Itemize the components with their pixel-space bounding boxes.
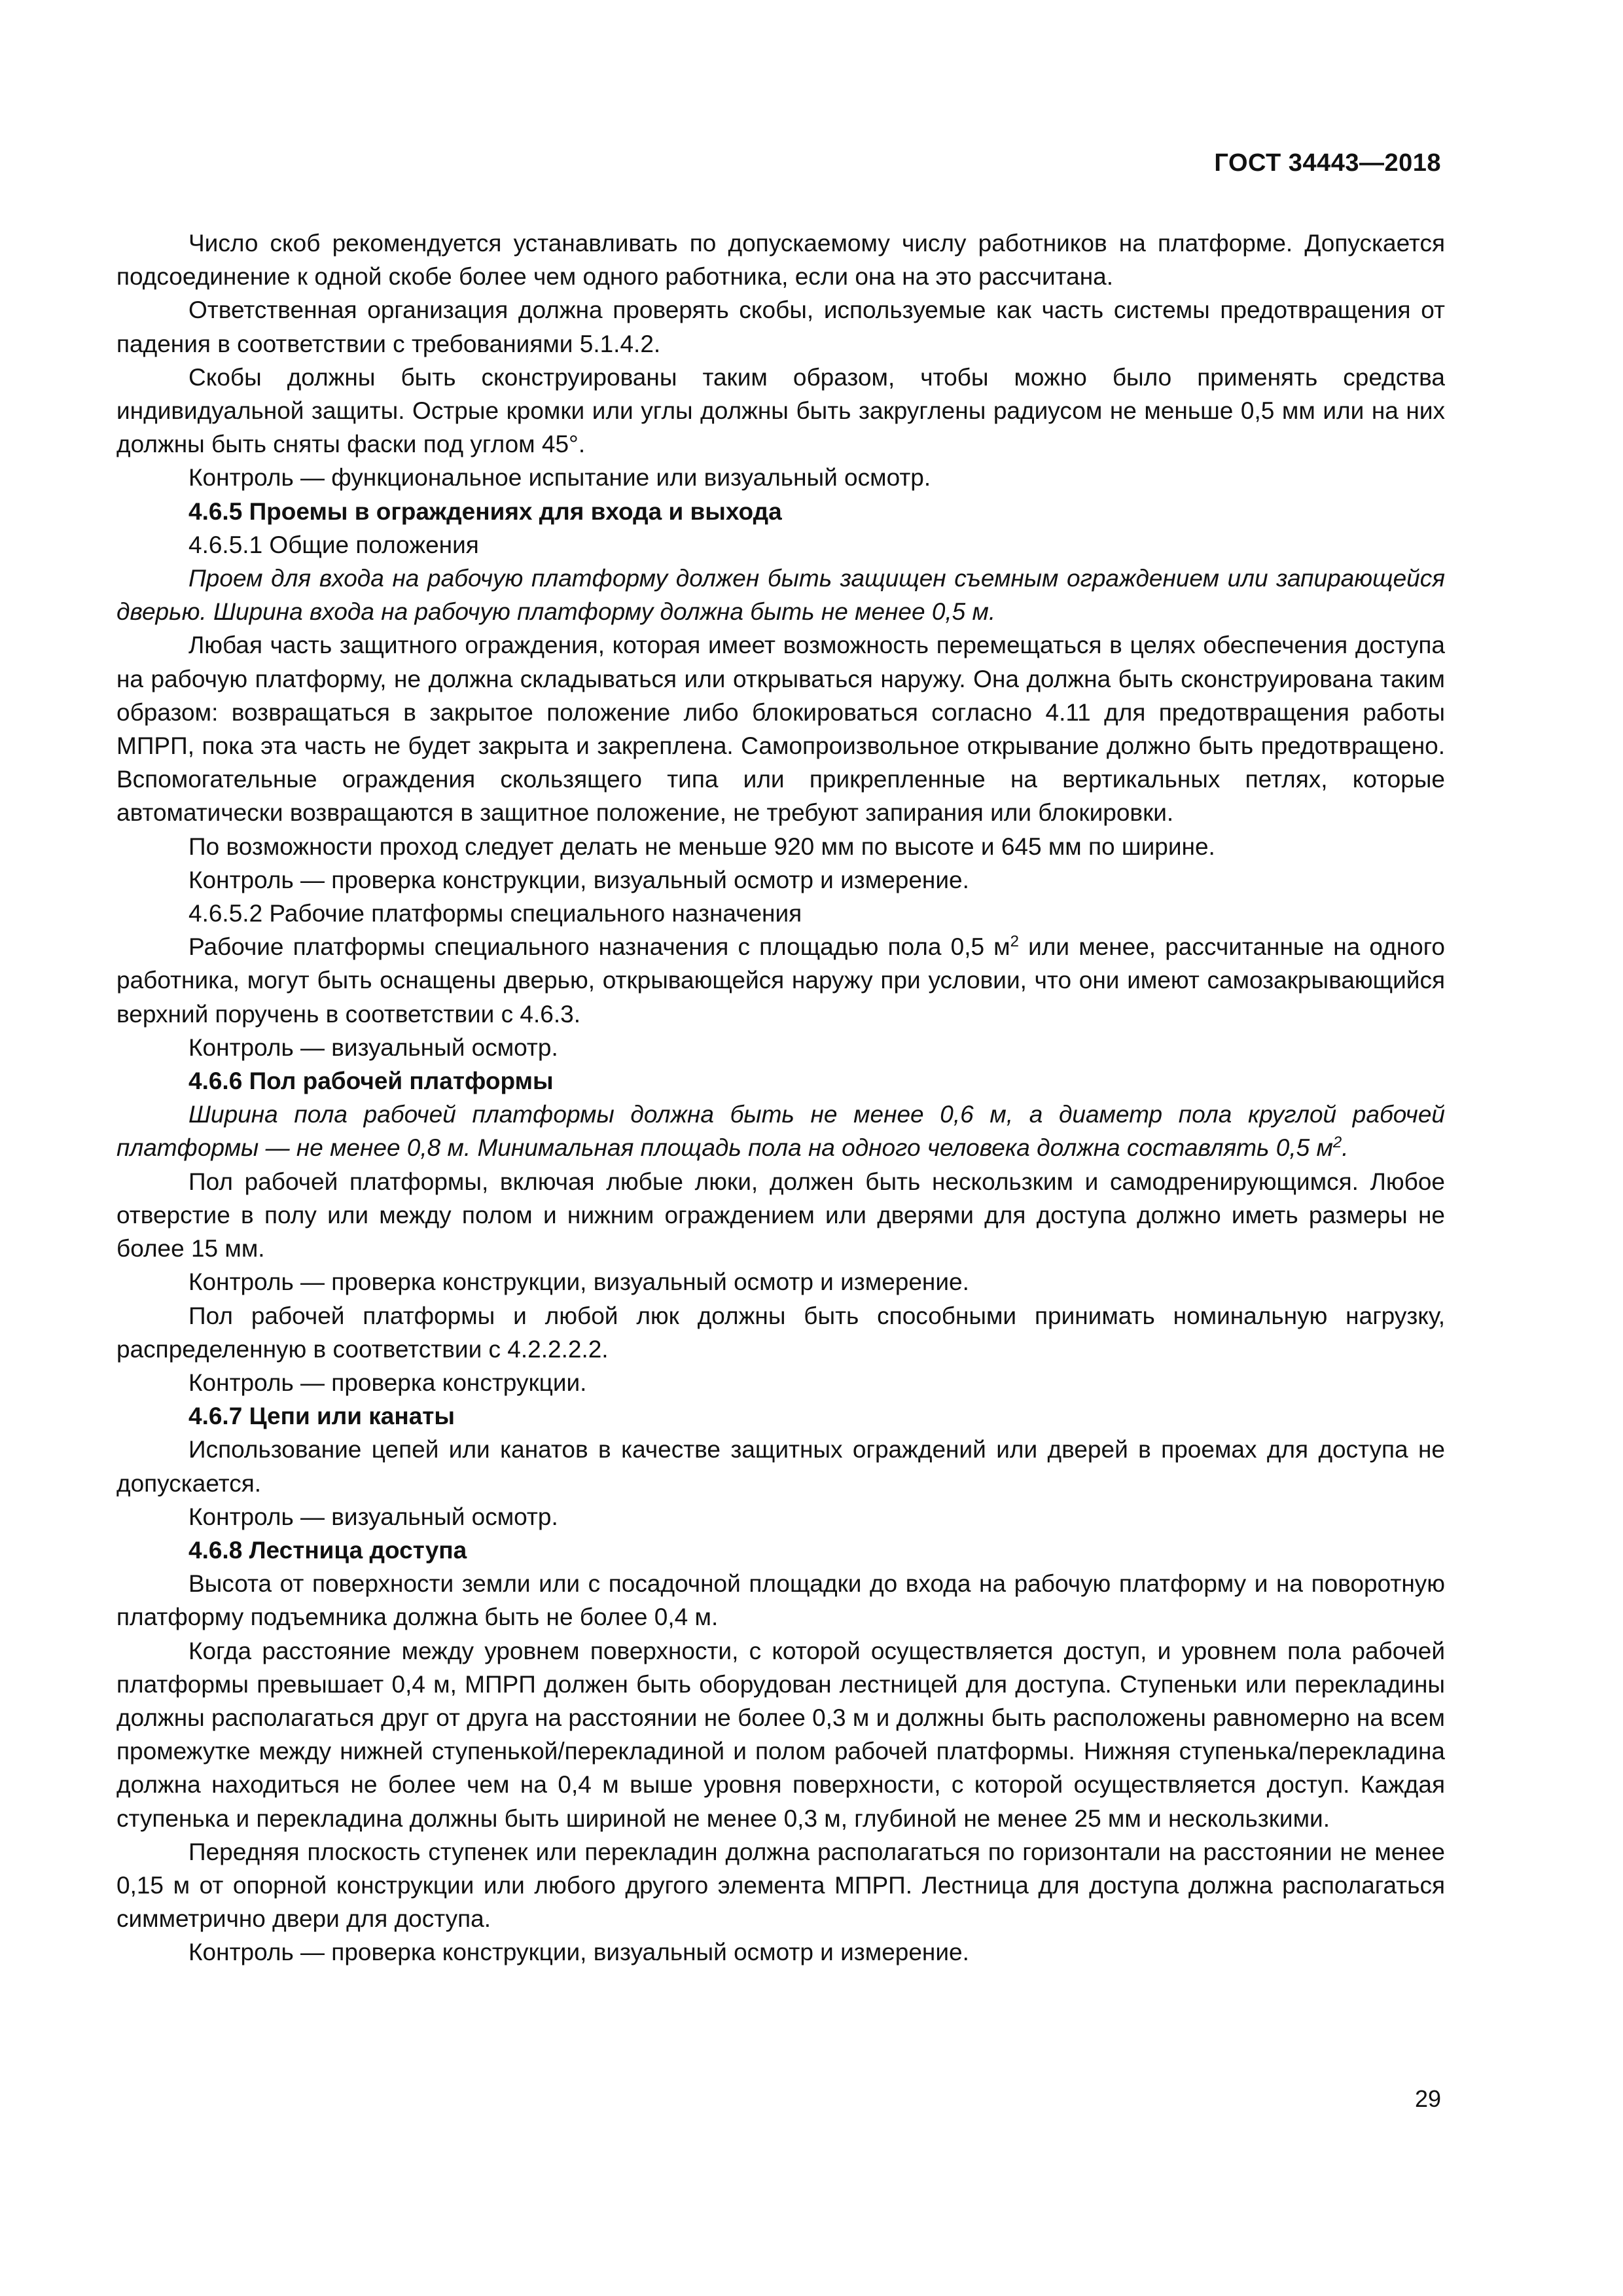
text-run: Ширина пола рабочей платформы должна быть не менее 0,6 м, а диаметр пола круглой рабочей платформы — не менее 0,8 м. Минимальная площадь пола на одного человека должна составлять 0,5 м <box>116 1101 1445 1162</box>
section-heading-4-6-8: 4.6.8 Лестница доступа <box>188 1536 467 1564</box>
control-note: Контроль — проверка конструкции, визуальный осмотр и измерение. <box>188 1268 969 1296</box>
paragraph: Использование цепей или канатов в качестве защитных ограждений или дверей в проемах для доступа не допускается. <box>116 1436 1445 1497</box>
requirement-italic <box>116 1098 1445 1164</box>
paragraph: Скобы должны быть сконструированы таким образом, чтобы можно было применять средства индивидуальной защиты. Острые кромки или углы должны быть закруглены радиусом не меньше 0,5 мм или на них должны быть сняты фаски под углом 45°. <box>116 363 1445 458</box>
text-run: Рабочие платформы специального назначения с площадью пола 0,5 м <box>188 933 1010 961</box>
subsection-heading-4-6-5-2: 4.6.5.2 Рабочие платформы специального назначения <box>188 900 802 927</box>
section-heading-4-6-5: 4.6.5 Проемы в ограждениях для входа и выхода <box>188 497 782 525</box>
paragraph: По возможности проход следует делать не меньше 920 мм по высоте и 645 мм по ширине. <box>188 833 1215 860</box>
subsection-heading-4-6-5-1: 4.6.5.1 Общие положения <box>188 531 479 558</box>
control-note: Контроль — проверка конструкции. <box>188 1369 587 1396</box>
control-note: Контроль — визуальный осмотр. <box>188 1503 558 1530</box>
paragraph: Когда расстояние между уровнем поверхности, с которой осуществляется доступ, и уровнем пола рабочей платформы превышает 0,4 м, МПРП должен быть оборудован лестницей для доступа. Ступеньки или перекладины должны располагаться друг от друга на расстоянии не более 0,3 м и должны быть расположены равномерно на всем промежутке между нижней ступенькой/перекладиной и полом рабочей платформы. Нижняя ступенька/перекладина должна находиться не более чем на 0,4 м выше уровня поверхности, с которой осуществляется доступ. Каждая ступенька и перекладина должны быть шириной не менее 0,3 м, глубиной не менее 25 мм и нескользкими. <box>116 1637 1445 1832</box>
requirement-italic: Проем для входа на рабочую платформу должен быть защищен съемным ограждением или запирающейся дверью. Ширина входа на рабочую платформу должна быть не менее 0,5 м. <box>116 565 1445 626</box>
section-heading-4-6-7: 4.6.7 Цепи или канаты <box>188 1403 455 1430</box>
text-run: . <box>1342 1134 1349 1162</box>
superscript: 2 <box>1010 933 1019 951</box>
paragraph: Высота от поверхности земли или с посадочной площадки до входа на рабочую платформу и на поворотную платформу подъемника должна быть не более 0,4 м. <box>116 1570 1445 1631</box>
control-note: Контроль — функциональное испытание или визуальный осмотр. <box>188 464 931 492</box>
control-note: Контроль — проверка конструкции, визуальный осмотр и измерение. <box>188 866 969 893</box>
document-code: ГОСТ 34443—2018 <box>1214 149 1441 177</box>
control-note: Контроль — проверка конструкции, визуальный осмотр и измерение. <box>188 1939 969 1966</box>
paragraph: Число скоб рекомендуется устанавливать по допускаемому числу работников на платформе. Допускается подсоединение к одной скобе более чем одного работника, если она на это рассчитана. <box>116 230 1445 291</box>
paragraph: Передняя плоскость ступенек или перекладин должна располагаться по горизонтали на расстоянии не менее 0,15 м от опорной конструкции или любого другого элемента МПРП. Лестница для доступа должна располагаться симметрично двери для доступа. <box>116 1838 1445 1933</box>
document-body <box>116 226 1445 1969</box>
superscript: 2 <box>1332 1134 1342 1152</box>
paragraph: Пол рабочей платформы и любой люк должны быть способными принимать номинальную нагрузку, распределенную в соответствии с 4.2.2.2.2. <box>116 1302 1445 1363</box>
section-heading-4-6-6: 4.6.6 Пол рабочей платформы <box>188 1067 554 1095</box>
control-note: Контроль — визуальный осмотр. <box>188 1033 558 1061</box>
paragraph-special-platforms <box>116 930 1445 1031</box>
paragraph: Ответственная организация должна проверять скобы, используемые как часть системы предотвращения от падения в соответствии с требованиями 5.1.4.2. <box>116 296 1445 357</box>
page-number: 29 <box>1414 2085 1441 2112</box>
text-run: или менее, рассчитанные на одного работника, могут быть оснащены дверью, открывающейся наружу при условии, что они имеют самозакрывающийся верхний поручень в соответствии с 4.6.3. <box>116 933 1445 1028</box>
paragraph: Любая часть защитного ограждения, которая имеет возможность перемещаться в целях обеспечения доступа на рабочую платформу, не должна складываться или открываться наружу. Она должна быть сконструирована таким образом: возвращаться в закрытое положение либо блокироваться согласно 4.11 для предотвращения работы МПРП, пока эта часть не будет закрыта и закреплена. Самопроизвольное открывание должно быть предотвращено. Вспомогательные ограждения скользящего типа или прикрепленные на вертикальных петлях, которые автоматически возвращаются в защитное положение, не требуют запирания или блокировки. <box>116 632 1445 827</box>
paragraph: Пол рабочей платформы, включая любые люки, должен быть нескользким и самодренирующимся. Любое отверстие в полу или между полом и нижним ограждением или дверями для доступа должно иметь размеры не более 15 мм. <box>116 1168 1445 1263</box>
